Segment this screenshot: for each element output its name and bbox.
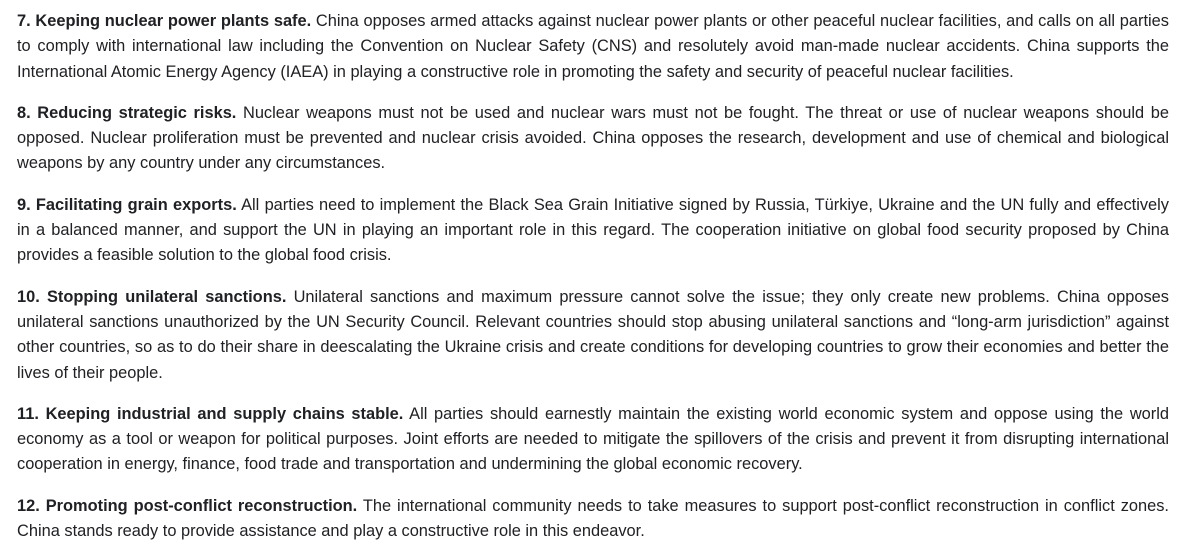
paragraph-text: All parties should earnestly maintain the existing world economic system and oppose using the world economy as a tool or weapon for political purposes. Joint efforts are needed to mitigate the spillovers of the crisis and prevent it from disrupting international cooperation in energy, finance, food trade and transportation and undermining the global economic recovery. xyxy=(17,404,1169,474)
paragraph-text: Unilateral sanctions and maximum pressure cannot solve the issue; they only create new problems. China opposes unilateral sanctions unauthorized by the UN Security Council. Relevant countries should stop abusing unilateral sanctions and “long-arm jurisdiction” against other countries, so as to do their share in deescalating the Ukraine crisis and create conditions for developing countries to grow their economies and better the lives of their people. xyxy=(17,287,1169,382)
paragraph-heading: 11. Keeping industrial and supply chains stable. xyxy=(17,404,404,423)
paragraph-heading: 8. Reducing strategic risks. xyxy=(17,103,237,122)
paragraph-point-11 xyxy=(17,402,1169,478)
paragraph-heading: 7. Keeping nuclear power plants safe. xyxy=(17,12,312,30)
paragraph-point-8 xyxy=(17,101,1169,177)
paragraph-point-7 xyxy=(17,9,1169,85)
paragraph-heading: 9. Facilitating grain exports. xyxy=(17,195,237,214)
document-body xyxy=(17,9,1169,544)
paragraph-text: All parties need to implement the Black Sea Grain Initiative signed by Russia, Türkiye, Ukraine and the UN fully and effectively in a balanced manner, and support the UN in playing an important role in this regard. The cooperation initiative on global food security proposed by China provides a feasible solution to the global food crisis. xyxy=(17,195,1169,265)
paragraph-heading: 10. Stopping unilateral sanctions. xyxy=(17,287,287,306)
paragraph-text: Nuclear weapons must not be used and nuclear wars must not be fought. The threat or use of nuclear weapons should be opposed. Nuclear proliferation must be prevented and nuclear crisis avoided. China opposes the research, development and use of chemical and biological weapons by any country under any circumstances. xyxy=(17,103,1169,173)
paragraph-point-9 xyxy=(17,193,1169,269)
paragraph-point-10 xyxy=(17,285,1169,386)
paragraph-point-12 xyxy=(17,494,1169,545)
paragraph-text: China opposes armed attacks against nuclear power plants or other peaceful nuclear facilities, and calls on all parties to comply with international law including the Convention on Nuclear Safety (CNS) and resolutely avoid man-made nuclear accidents. China supports the International Atomic Energy Agency (IAEA) in playing a constructive role in promoting the safety and security of peaceful nuclear facilities. xyxy=(17,12,1169,81)
paragraph-text: The international community needs to take measures to support post-conflict reconstruction in conflict zones. China stands ready to provide assistance and play a constructive role in this endeavor. xyxy=(17,496,1169,541)
paragraph-heading: 12. Promoting post-conflict reconstruction. xyxy=(17,496,358,515)
